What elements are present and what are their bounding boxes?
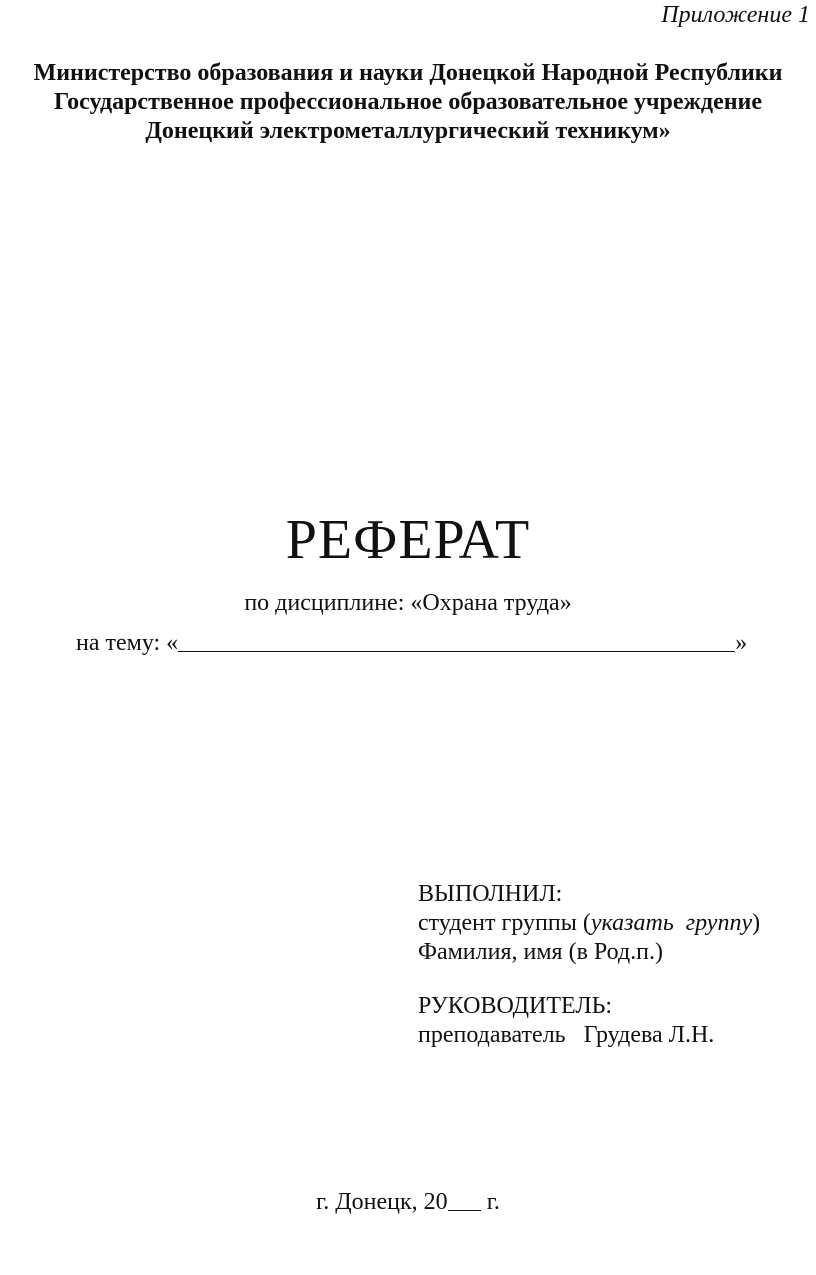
topic-prefix: на тему: «	[76, 630, 179, 656]
discipline-line: по дисциплине: «Охрана труда»	[244, 590, 572, 616]
performer-heading: ВЫПОЛНИЛ:	[418, 881, 563, 907]
year-blank-field	[448, 1192, 481, 1211]
student-name-line: Фамилия, имя (в Род.п.)	[418, 939, 664, 965]
topic-suffix: »	[735, 630, 748, 656]
city-suffix: г.	[480, 1189, 500, 1215]
topic-line	[76, 630, 747, 657]
city-prefix: г. Донецк, 20	[316, 1189, 448, 1215]
appendix-label: Приложение 1	[661, 2, 810, 28]
city-year-line	[0, 1189, 816, 1216]
document-title: РЕФЕРАТ	[285, 509, 531, 571]
ministry-line: Министерство образования и науки Донецкой Народной Республики	[33, 60, 783, 86]
topic-blank-field	[178, 631, 735, 652]
institution-name-line: Донецкий электрометаллургический техникум»	[145, 118, 671, 144]
group-suffix: )	[752, 910, 761, 936]
institution-type-line: Государственное профессиональное образовательное учреждение	[53, 89, 763, 115]
student-group-line	[418, 909, 760, 938]
group-hint: указать группу	[590, 910, 753, 936]
supervisor-heading: РУКОВОДИТЕЛЬ:	[418, 993, 613, 1019]
supervisor-line: преподаватель Грудева Л.Н.	[418, 1022, 715, 1048]
group-prefix: студент группы (	[418, 910, 591, 936]
